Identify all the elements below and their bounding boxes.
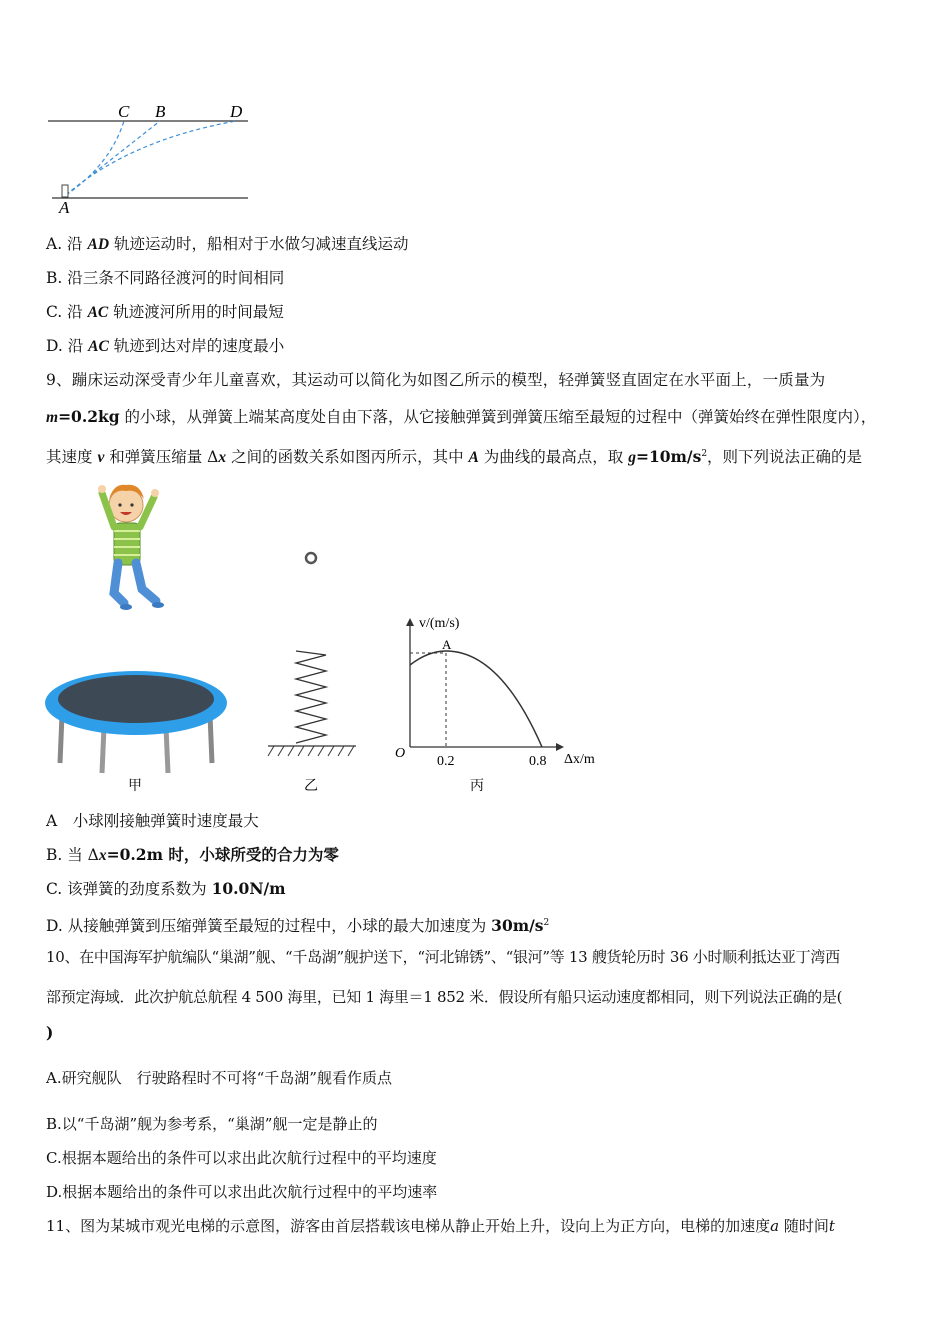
- q10-option-a: A.研究舰队 行驶路程时不可将“千岛湖”舰看作质点: [46, 1069, 392, 1087]
- q9-option-a: A 小球刚接触弹簧时速度最大: [46, 812, 259, 830]
- child-illustration: [98, 485, 164, 610]
- q10-option-c: C.根据本题给出的条件可以求出此次航行过程中的平均速度: [46, 1149, 437, 1167]
- velocity-graph: [395, 616, 595, 769]
- caption-yi: 乙: [304, 779, 318, 794]
- label-a: A: [59, 198, 70, 217]
- q10-option-b: B.以“千岛湖”舰为参考系，“巢湖”舰一定是静止的: [46, 1115, 378, 1133]
- point-a-label: A: [442, 637, 452, 652]
- velocity-curve: [410, 651, 542, 747]
- q8-option-b: B. 沿三条不同路径渡河的时间相同: [46, 269, 285, 287]
- origin-label: O: [395, 746, 406, 761]
- trampoline-illustration: [45, 671, 227, 773]
- q10-stem-line3: ): [46, 1023, 54, 1042]
- q9-option-b: B. 当 Δx=0.2m 时，小球所受的合力为零: [46, 845, 339, 864]
- caption-bing: 丙: [470, 779, 484, 794]
- path-ad: [66, 121, 236, 195]
- q9-option-c: C. 该弹簧的劲度系数为 10.0N/m: [46, 879, 286, 898]
- q9-stem-line1: 9、蹦床运动深受青少年儿童喜欢，其运动可以简化为如图乙所示的模型，轻弹簧竖直固定在水平面上，一质量为: [46, 371, 826, 389]
- path-ac: [66, 121, 124, 195]
- tick-0-8: 0.8: [529, 754, 547, 769]
- ball-icon: [306, 553, 316, 563]
- tick-0-2: 0.2: [437, 754, 455, 769]
- q10-option-d: D.根据本题给出的条件可以求出此次航行过程中的平均速率: [46, 1183, 438, 1201]
- q10-stem-line1: 10、在中国海军护航编队“巢湖”舰、“千岛湖”舰护送下，“河北锦锈”、“银河”等 13 艘货轮历时 36 小时顺利抵达亚丁湾西: [46, 948, 840, 966]
- axis-x-label: Δx/m: [564, 752, 595, 767]
- label-c: C: [118, 102, 130, 121]
- spring-icon: [296, 651, 326, 743]
- q9-stem-line2: m=0.2kg 的小球，从弹簧上端某高度处自由下落，从它接触弹簧到弹簧压缩至最短的过程中（弹簧始终在弹性限度内），: [46, 407, 877, 426]
- trampoline-figure: [40, 475, 620, 800]
- q11-stem-line1: 11、图为某城市观光电梯的示意图，游客由首层搭载该电梯从静止开始上升，设向上为正方向，电梯的加速度a 随时间t: [46, 1217, 835, 1235]
- spring-model: [268, 553, 356, 756]
- boat-icon: [62, 185, 68, 197]
- caption-jia: 甲: [128, 779, 142, 794]
- label-d: D: [230, 102, 243, 121]
- q8-option-c: C. 沿 AC 轨迹渡河所用的时间最短: [46, 303, 284, 321]
- axis-v-label: v/(m/s): [419, 616, 460, 631]
- label-b: B: [155, 102, 166, 121]
- q9-option-d: D. 从接触弹簧到压缩弹簧至最短的过程中，小球的最大加速度为 $30m/s^2$: [46, 916, 550, 936]
- q9-stem-line3: 其速度 v 和弹簧压缩量 Δx 之间的函数关系如图丙所示，其中 A 为曲线的最高点，取 $g=10m/s^2$，则下列说法正确的是: [46, 447, 863, 467]
- q8-option-a: A. 沿 AD 轨迹运动时，船相对于水做匀减速直线运动: [46, 235, 409, 253]
- q10-stem-line2: 部预定海域．此次护航总航程 4 500 海里，已知 1 海里＝1 852 米．假设所有船只运动速度都相同，则下列说法正确的是(: [46, 988, 843, 1006]
- river-crossing-figure: [40, 95, 260, 220]
- q8-option-d: D. 沿 AC 轨迹到达对岸的速度最小: [46, 337, 285, 355]
